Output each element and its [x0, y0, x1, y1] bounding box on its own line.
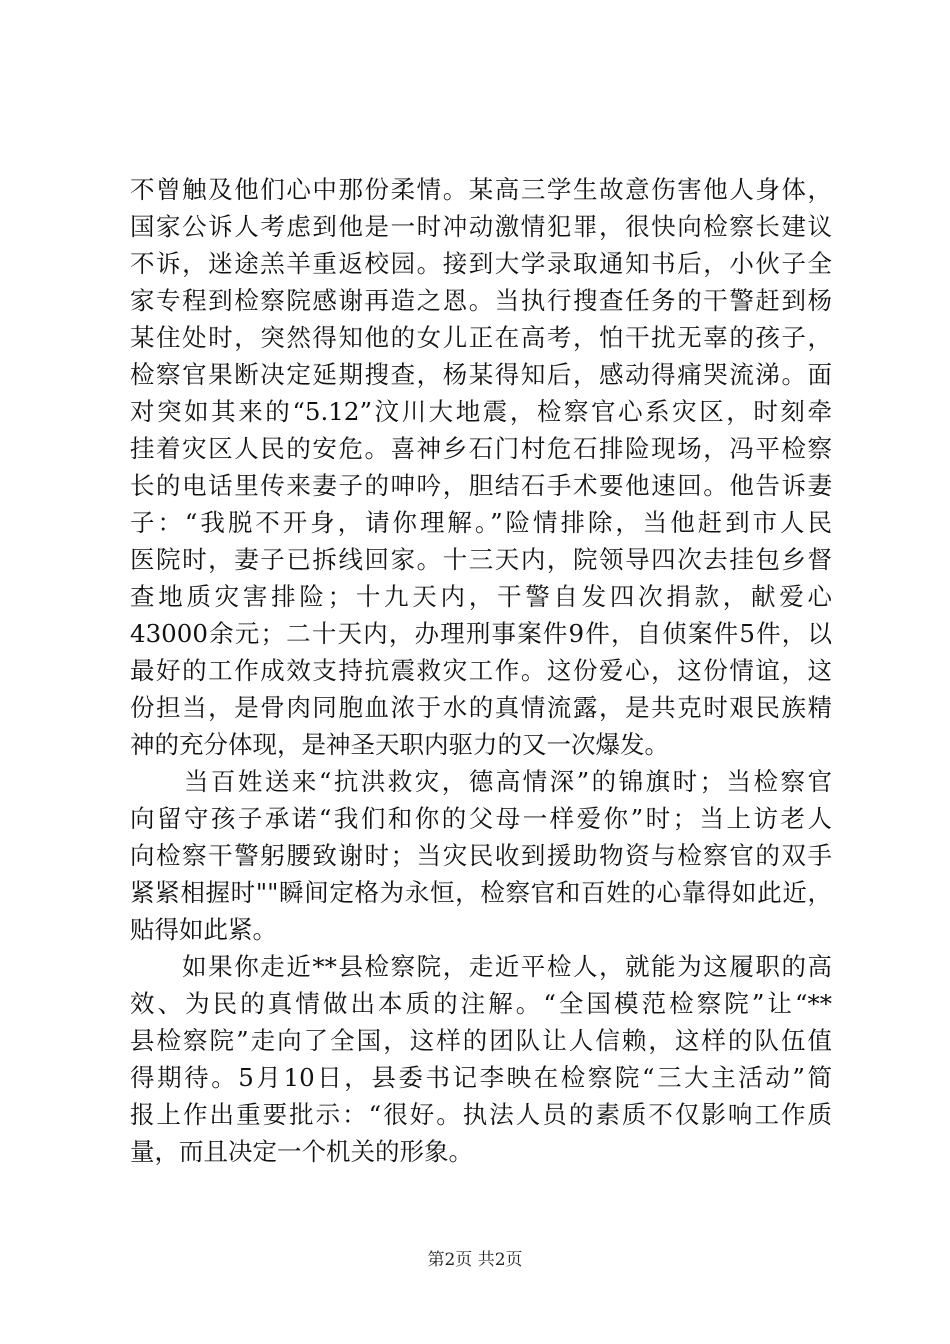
text-line: 向检察干警躬腰致谢时；当灾民收到援助物资与检察官的双手	[130, 841, 832, 870]
text-line: 挂着灾区人民的安危。喜神乡石门村危石排险现场，冯平检察	[130, 434, 832, 463]
text-line: 子：“我脱不开身，请你理解。”险情排除，当他赶到市人民	[130, 508, 832, 537]
text-line: 县检察院”走向了全国，这样的团队让人信赖，这样的队伍值	[130, 1026, 832, 1055]
text-line: 国家公诉人考虑到他是一时冲动激情犯罪，很快向检察长建议	[130, 212, 832, 241]
text-line: 份担当，是骨肉同胞血浓于水的真情流露，是共克时艰民族精	[130, 693, 832, 722]
text-line: 贴得如此紧。	[130, 915, 277, 944]
text-line: 医院时，妻子已拆线回家。十三天内，院领导四次去挂包乡督	[130, 545, 832, 574]
text-line: 不曾触及他们心中那份柔情。某高三学生故意伤害他人身体，	[130, 175, 832, 204]
text-line: 长的电话里传来妻子的呻吟，胆结石手术要他速回。他告诉妻	[130, 471, 832, 500]
text-line: 检察官果断决定延期搜查，杨某得知后，感动得痛哭流涕。面	[130, 360, 832, 389]
text-line: 查地质灾害排险；十九天内，干警自发四次捐款，献爱心	[130, 582, 832, 611]
text-line: 紧紧相握时""瞬间定格为永恒，检察官和百姓的心靠得如此近，	[130, 878, 832, 907]
text-line: 量，而且决定一个机关的形象。	[130, 1137, 473, 1166]
text-line: 向留守孩子承诺“我们和你的父母一样爱你”时；当上访老人	[130, 804, 832, 833]
text-line: 当百姓送来“抗洪救灾，德高情深”的锦旗时；当检察官	[130, 767, 832, 796]
text-line: 如果你走近**县检察院，走近平检人，就能为这履职的高	[130, 952, 832, 981]
text-line: 报上作出重要批示：“很好。执法人员的素质不仅影响工作质	[130, 1100, 832, 1129]
text-line: 家专程到检察院感谢再造之恩。当执行搜查任务的干警赶到杨	[130, 286, 832, 315]
text-line: 对突如其来的“5.12”汶川大地震，检察官心系灾区，时刻牵	[130, 397, 832, 426]
body-text	[130, 171, 832, 1170]
text-line: 最好的工作成效支持抗震救灾工作。这份爱心，这份情谊，这	[130, 656, 832, 685]
text-line: 43000余元；二十天内，办理刑事案件9件，自侦案件5件，以	[130, 619, 832, 648]
text-line: 某住处时，突然得知他的女儿正在高考，怕干扰无辜的孩子，	[130, 323, 832, 352]
page-footer: 第2页 共2页	[427, 1250, 523, 1270]
text-line: 得期待。5月10日，县委书记李映在检察院“三大主活动”简	[130, 1063, 832, 1092]
text-line: 神的充分体现，是神圣天职内驱力的又一次爆发。	[130, 730, 669, 759]
text-line: 不诉，迷途羔羊重返校园。接到大学录取通知书后，小伙子全	[130, 249, 832, 278]
text-line: 效、为民的真情做出本质的注解。“全国模范检察院”让“**	[130, 989, 832, 1018]
